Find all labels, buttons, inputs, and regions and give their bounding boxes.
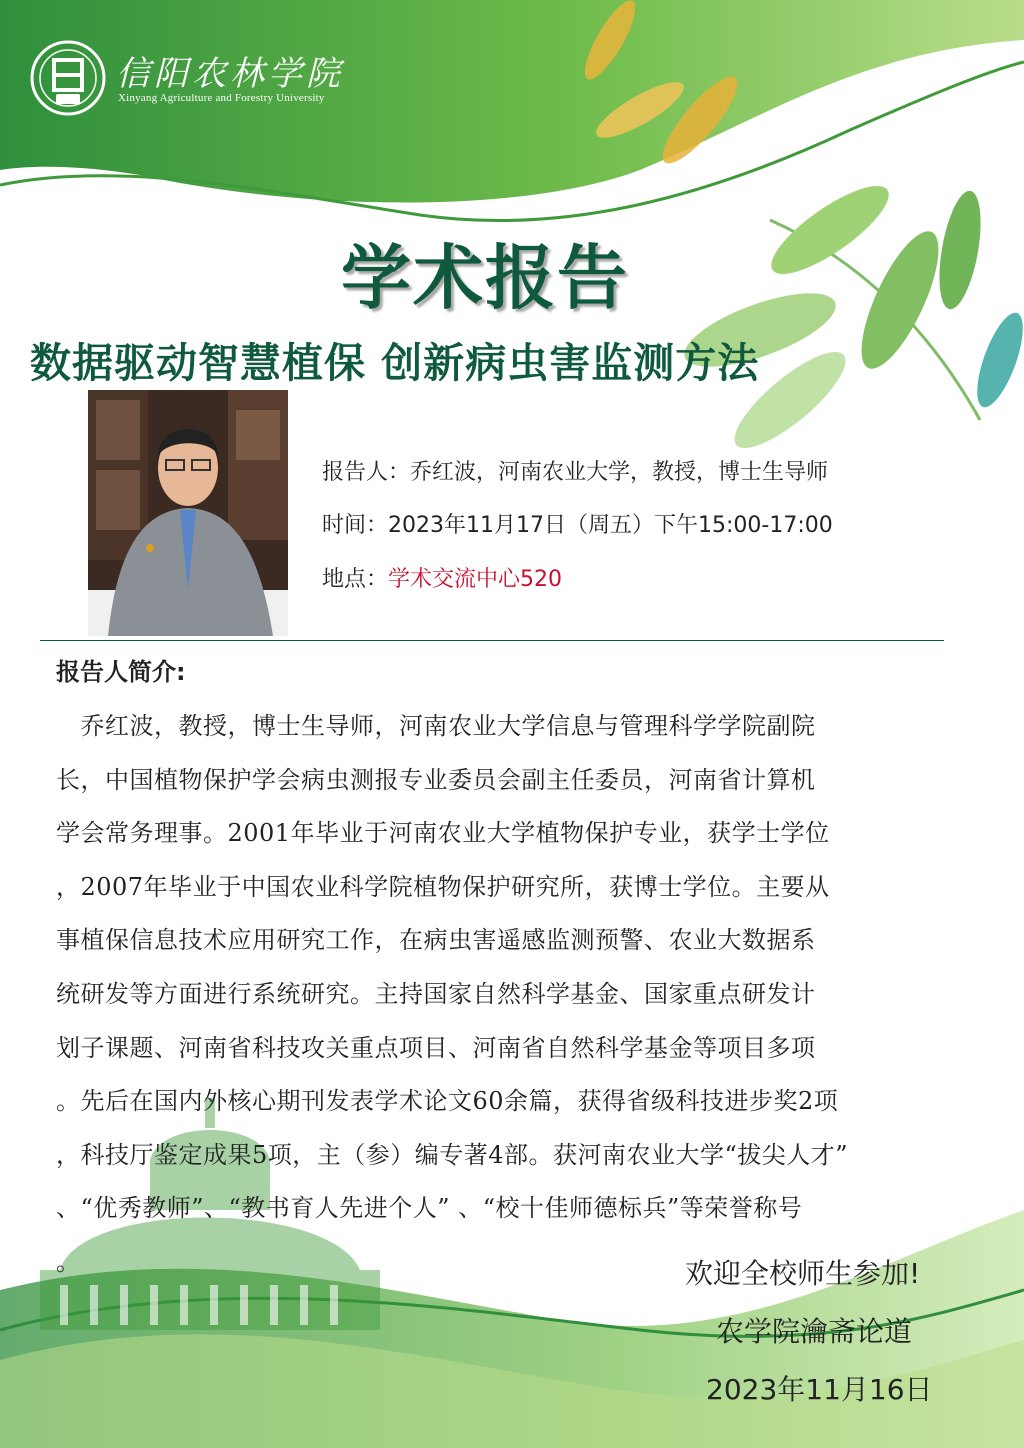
bio-line: 学会常务理事。2001年毕业于河南农业大学植物保护专业，获学士学位 — [56, 819, 830, 848]
logo-name: 信阳农林学院 — [116, 54, 344, 94]
welcome-text: 欢迎全校师生参加! — [685, 1257, 921, 1290]
university-logo-icon — [30, 40, 106, 116]
bio-line: 长，中国植物保护学会病虫测报专业委员会副主任委员，河南省计算机 — [56, 765, 816, 794]
divider — [40, 640, 944, 641]
issue-date: 2023年11月16日 — [706, 1373, 933, 1406]
place-label: 地点： — [322, 567, 389, 592]
bio-line: 统研发等方面进行系统研究。主持国家自然科学基金、国家重点研发计 — [56, 979, 816, 1008]
speaker-info — [322, 455, 828, 486]
bio-line: 乔红波，教授，博士生导师，河南农业大学信息与管理科学学院副院 — [56, 712, 816, 740]
speaker-value: 乔红波，河南农业大学，教授，博士生导师 — [410, 460, 829, 485]
speaker-label: 报告人： — [322, 460, 411, 485]
organizer-text: 农学院瀹斋论道 — [716, 1315, 913, 1348]
bio-line: ，2007年毕业于中国农业科学院植物保护研究所，获博士学位。主要从 — [56, 872, 830, 901]
bio-line: 、“优秀教师”、“教书育人先进个人” 、“校十佳师德标兵”等荣誉称号 — [56, 1194, 803, 1223]
bio-line: 。 — [56, 1247, 81, 1276]
place-value: 学术交流中心520 — [388, 567, 563, 592]
bio-line: 事植保信息技术应用研究工作，在病虫害遥感监测预警、农业大数据系 — [56, 926, 816, 955]
speaker-photo — [88, 390, 288, 636]
logo-english-name: Xinyang Agriculture and Forestry University — [118, 92, 325, 104]
bio-line: ，科技厅鉴定成果5项，主（参）编专著4部。获河南农业大学“拔尖人才” — [56, 1140, 849, 1169]
time-label: 时间： — [322, 513, 389, 538]
place-info — [322, 562, 562, 593]
report-subtitle: 数据驱动智慧植保 创新病虫害监测方法 — [30, 339, 760, 387]
speaker-bio — [56, 700, 991, 1290]
time-value: 2023年11月17日（周五）下午15:00-17:00 — [388, 513, 833, 538]
intro-heading: 报告人简介: — [56, 658, 186, 686]
time-info — [322, 508, 833, 539]
bio-line: 划子课题、河南省科技攻关重点项目、河南省自然科学基金等项目多项 — [56, 1033, 816, 1062]
page-title: 学术报告 — [341, 237, 629, 319]
bio-line: 。先后在国内外核心期刊发表学术论文60余篇，获得省级科技进步奖2项 — [56, 1087, 839, 1116]
